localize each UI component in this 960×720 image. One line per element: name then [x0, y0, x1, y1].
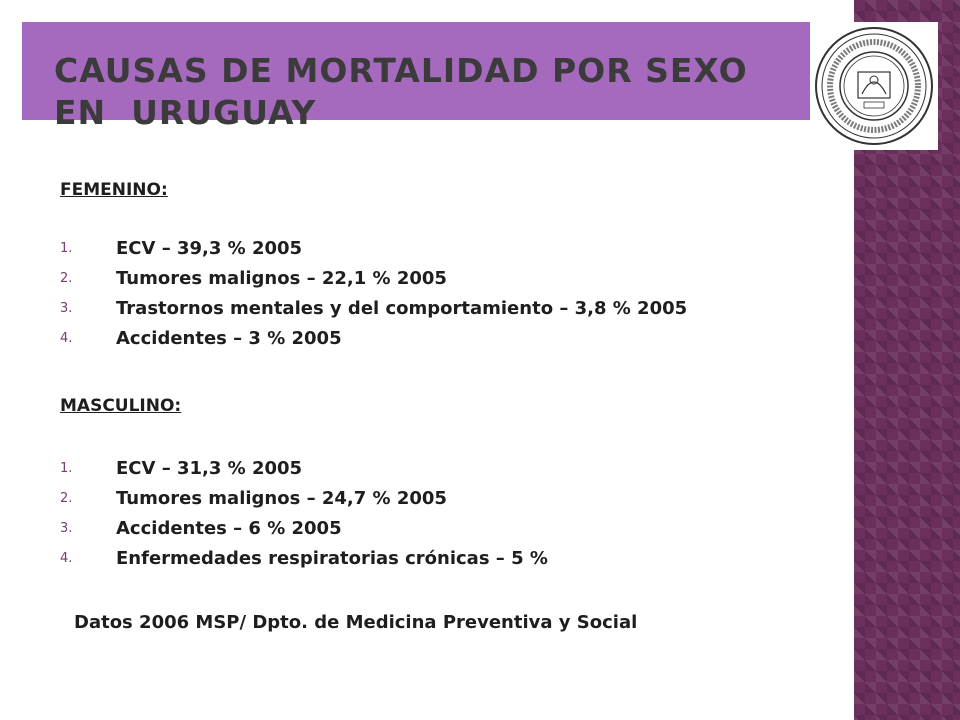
slide-title-line-2: EN URUGUAY [54, 93, 317, 132]
femenino-heading: FEMENINO: [60, 180, 168, 200]
list-number: 1. [60, 241, 73, 256]
list-item-text: Accidentes – 3 % 2005 [116, 328, 342, 349]
list-number: 4. [60, 551, 73, 566]
list-item [60, 454, 548, 484]
seal-logo [810, 22, 938, 150]
list-item [60, 324, 687, 354]
list-item [60, 234, 687, 264]
list-number: 1. [60, 461, 73, 476]
slide-title-line-1: CAUSAS DE MORTALIDAD POR SEXO [54, 51, 748, 90]
list-item [60, 484, 548, 514]
list-item-text: Enfermedades respiratorias crónicas – 5 % [116, 548, 548, 569]
list-number: 3. [60, 301, 73, 316]
list-item-text: Accidentes – 6 % 2005 [116, 518, 342, 539]
list-item-text: ECV – 31,3 % 2005 [116, 458, 303, 479]
slide-title [54, 50, 748, 134]
masculino-list [60, 454, 548, 574]
list-item [60, 514, 548, 544]
title-bar [22, 22, 810, 132]
femenino-list [60, 234, 687, 354]
masculino-heading: MASCULINO: [60, 396, 182, 416]
list-item-text: Tumores malignos – 22,1 % 2005 [116, 268, 447, 289]
source-note: Datos 2006 MSP/ Dpto. de Medicina Preventiva y Social [74, 612, 638, 633]
list-number: 2. [60, 491, 73, 506]
list-item [60, 294, 687, 324]
list-item-text: ECV – 39,3 % 2005 [116, 238, 303, 259]
list-item-text: Trastornos mentales y del comportamiento – 3,8 % 2005 [116, 298, 688, 319]
logo-container [810, 22, 938, 150]
list-number: 2. [60, 271, 73, 286]
list-number: 3. [60, 521, 73, 536]
list-item-text: Tumores malignos – 24,7 % 2005 [116, 488, 447, 509]
list-item [60, 264, 687, 294]
list-number: 4. [60, 331, 73, 346]
list-item [60, 544, 548, 574]
